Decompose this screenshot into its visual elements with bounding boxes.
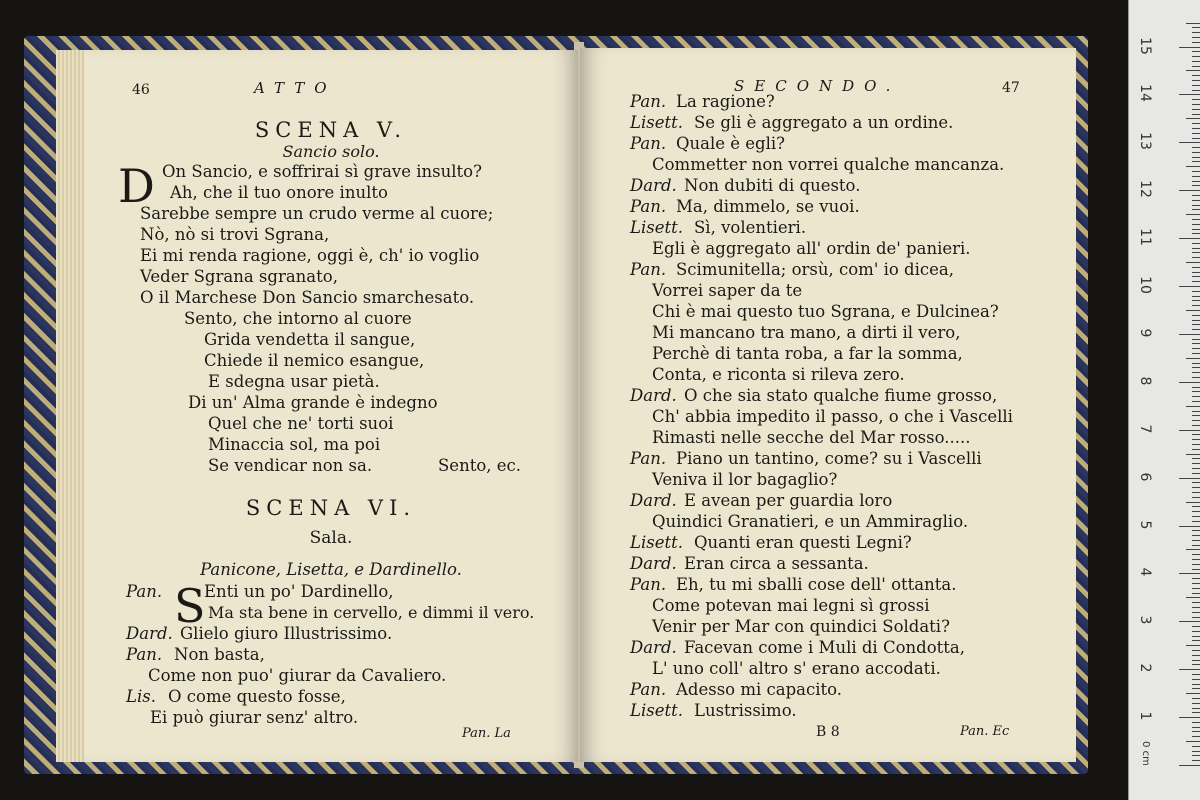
ruler-tick (1192, 636, 1200, 637)
dialogue-line: E avean per guardia loro (684, 491, 893, 510)
catchword: Pan. Ec (960, 724, 1010, 739)
ruler-number: 6 (1137, 472, 1153, 482)
ruler-tick (1192, 506, 1200, 507)
ruler-tick (1192, 291, 1200, 292)
ruler-tick (1179, 382, 1200, 383)
ruler-tick (1192, 712, 1200, 713)
speaker: Dard. (630, 176, 677, 195)
dialogue-line: Sì, volentieri. (694, 218, 807, 237)
ruler-tick (1192, 444, 1200, 445)
ruler-tick (1192, 468, 1200, 469)
scene-setting: Sala. (309, 528, 353, 548)
ruler-tick (1192, 722, 1200, 723)
ruler-tick (1192, 511, 1200, 512)
ruler-tick (1192, 51, 1200, 52)
dialogue-line: Conta, e riconta si rileva zero. (652, 365, 905, 384)
right-page (580, 48, 1076, 762)
page-number: 46 (132, 82, 150, 98)
ruler-tick (1192, 99, 1200, 100)
ruler-tick (1192, 655, 1200, 656)
ruler-tick (1192, 564, 1200, 565)
verse-line: Ei mi renda ragione, oggi è, ch' io voglio (140, 246, 480, 265)
ruler-tick (1192, 276, 1200, 277)
ruler-tick (1179, 621, 1200, 622)
ruler-tick (1192, 569, 1200, 570)
ruler-tick (1192, 396, 1200, 397)
ruler-tick (1192, 56, 1200, 57)
verse-line: Se vendicar non sa. (208, 456, 373, 475)
ruler-tick (1192, 583, 1200, 584)
speaker: Pan. (630, 680, 667, 699)
ruler-tick (1192, 363, 1200, 364)
ruler-tick (1192, 296, 1200, 297)
ruler-tick (1192, 617, 1200, 618)
dialogue-line: Vorrei saper da te (652, 281, 803, 300)
ruler-tick (1186, 166, 1200, 167)
scene-heading: SCENA VI. (245, 496, 417, 520)
speaker: Pan. (630, 575, 667, 594)
speaker: Pan. (126, 582, 163, 601)
speaker: Pan. (630, 260, 667, 279)
ruler-tick (1192, 61, 1200, 62)
dialogue-line: Venir per Mar con quindici Soldati? (652, 617, 950, 636)
ruler-tick (1192, 32, 1200, 33)
ruler-tick (1192, 521, 1200, 522)
scene-heading: SCENA V. (254, 118, 408, 142)
ruler-tick (1192, 559, 1200, 560)
ruler-tick (1192, 37, 1200, 38)
verse-line: Quel che ne' torti suoi (208, 414, 394, 433)
ruler-tick (1192, 224, 1200, 225)
ruler-tick (1179, 765, 1200, 766)
ruler-tick (1192, 320, 1200, 321)
ruler-tick (1192, 731, 1200, 732)
ruler-tick (1192, 219, 1200, 220)
ruler-tick (1186, 406, 1200, 407)
ruler-tick (1192, 123, 1200, 124)
dialogue-line: Ma sta bene in cervello, e dimmi il vero. (208, 603, 535, 622)
ruler-tick (1192, 755, 1200, 756)
ruler-tick (1192, 185, 1200, 186)
ruler-tick (1192, 497, 1200, 498)
dialogue-line: Ei può giurar senz' altro. (150, 708, 359, 727)
ruler-tick (1186, 70, 1200, 71)
drop-cap: S (174, 579, 206, 633)
speaker: Lis. (126, 687, 156, 706)
ruler-tick (1192, 229, 1200, 230)
speaker: Dard. (630, 554, 677, 573)
verse-line: E sdegna usar pietà. (208, 372, 380, 391)
ruler-tick (1192, 640, 1200, 641)
speaker: Pan. (630, 92, 667, 111)
dialogue-line: Facevan come i Muli di Condotta, (684, 638, 965, 657)
ruler-tick (1192, 147, 1200, 148)
ruler-tick (1192, 353, 1200, 354)
ruler-tick (1179, 430, 1200, 431)
dialogue-line: Ma, dimmelo, se vuoi. (676, 197, 860, 216)
speaker: Pan. (630, 134, 667, 153)
ruler-tick (1192, 377, 1200, 378)
ruler-tick (1192, 540, 1200, 541)
speaker: Dard. (630, 638, 677, 657)
ruler-tick (1192, 109, 1200, 110)
ruler-tick (1192, 578, 1200, 579)
speaker: Dard. (630, 386, 677, 405)
verse-line: Ah, che il tuo onore inulto (170, 183, 388, 202)
ruler-tick (1192, 760, 1200, 761)
ruler-unit: 0 cm (1139, 741, 1151, 766)
ruler-tick (1192, 75, 1200, 76)
ruler-tick (1186, 310, 1200, 311)
verse-line: Minaccia sol, ma poi (208, 435, 381, 454)
ruler-tick (1192, 195, 1200, 196)
dialogue-line: Mi mancano tra mano, a dirti il vero, (652, 323, 961, 342)
verse-line: Sento, ec. (438, 456, 521, 475)
ruler-tick (1186, 454, 1200, 455)
ruler-tick (1192, 200, 1200, 201)
ruler-tick (1192, 343, 1200, 344)
dialogue-line: Quale è egli? (676, 134, 786, 153)
speaker: Lisett. (630, 218, 683, 237)
speaker: Lisett. (630, 533, 683, 552)
ruler-tick (1192, 339, 1200, 340)
ruler-number: 15 (1137, 36, 1153, 55)
ruler-tick (1192, 631, 1200, 632)
ruler-tick (1179, 94, 1200, 95)
ruler-number: 3 (1137, 615, 1153, 625)
verse-line: Sento, che intorno al cuore (184, 309, 412, 328)
ruler-tick (1186, 549, 1200, 550)
dialogue-line: Commetter non vorrei qualche mancanza. (652, 155, 1005, 174)
ruler-tick (1186, 645, 1200, 646)
speaker: Dard. (126, 624, 173, 643)
ruler-tick (1192, 272, 1200, 273)
dialogue-line: Enti un po' Dardinello, (204, 582, 394, 601)
scene-subheading: Sancio solo. (282, 142, 380, 161)
ruler-tick (1192, 588, 1200, 589)
verse-line: Nò, nò si trovi Sgrana, (140, 225, 330, 244)
ruler-tick (1192, 85, 1200, 86)
dialogue-line: Se gli è aggregato a un ordine. (694, 113, 954, 132)
ruler-tick (1192, 27, 1200, 28)
ruler-number: 10 (1137, 276, 1153, 294)
ruler-tick (1192, 205, 1200, 206)
dialogue-line: Perchè di tanta roba, a far la somma, (652, 344, 963, 363)
dialogue-line: Scimunitella; orsù, com' io dicea, (676, 260, 954, 279)
ruler-tick (1186, 741, 1200, 742)
verse-line: Grida vendetta il sangue, (204, 330, 416, 349)
dialogue-line: Piano un tantino, come? su i Vascelli (676, 449, 982, 468)
ruler-tick (1192, 727, 1200, 728)
ruler-tick (1192, 626, 1200, 627)
verse-line: Sarebbe sempre un crudo verme al cuore; (140, 204, 494, 223)
dialogue-line: Come potevan mai legni sì grossi (652, 596, 930, 615)
ruler-tick (1192, 387, 1200, 388)
dialogue-line: Rimasti nelle secche del Mar rosso..... (652, 428, 971, 447)
ruler-tick (1186, 502, 1200, 503)
ruler-tick (1192, 243, 1200, 244)
ruler-tick (1192, 152, 1200, 153)
ruler-tick (1192, 482, 1200, 483)
ruler-tick (1192, 42, 1200, 43)
ruler-tick (1192, 128, 1200, 129)
ruler-number: 5 (1137, 520, 1153, 529)
dialogue-line: La ragione? (676, 92, 775, 111)
ruler-tick (1192, 104, 1200, 105)
character-list: Panicone, Lisetta, e Dardinello. (200, 560, 462, 579)
ruler-tick (1192, 80, 1200, 81)
drop-cap: D (118, 159, 155, 213)
speaker: Lisett. (630, 701, 683, 720)
ruler-tick (1192, 449, 1200, 450)
speaker: Lisett. (630, 113, 683, 132)
ruler-tick (1192, 684, 1200, 685)
ruler-number: 12 (1137, 180, 1153, 199)
dialogue-line: O come questo fosse, (168, 687, 346, 706)
ruler-tick (1192, 688, 1200, 689)
dialogue-line: Come non puo' giurar da Cavaliero. (148, 666, 447, 685)
ruler-tick (1192, 650, 1200, 651)
ruler-tick (1192, 133, 1200, 134)
ruler-tick (1192, 305, 1200, 306)
ruler-tick (1192, 751, 1200, 752)
ruler-tick (1192, 463, 1200, 464)
dialogue-line: Veniva il lor bagaglio? (652, 470, 838, 489)
ruler-number: 11 (1137, 228, 1153, 246)
ruler-tick (1192, 329, 1200, 330)
ruler-tick (1192, 181, 1200, 182)
ruler-tick (1192, 281, 1200, 282)
ruler-tick (1192, 607, 1200, 608)
ruler-tick (1192, 660, 1200, 661)
ruler-number: 14 (1137, 84, 1153, 103)
ruler-tick (1179, 238, 1200, 239)
ruler-tick (1192, 411, 1200, 412)
ruler-tick (1192, 372, 1200, 373)
ruler-tick (1192, 554, 1200, 555)
ruler-tick (1186, 23, 1200, 24)
ruler-number: 7 (1137, 424, 1153, 434)
ruler-tick (1192, 420, 1200, 421)
ruler-number: 1 (1137, 711, 1153, 721)
ruler-tick (1186, 214, 1200, 215)
ruler-tick (1192, 439, 1200, 440)
speaker: Pan. (126, 645, 163, 664)
ruler-tick (1179, 526, 1200, 527)
ruler-tick (1186, 262, 1200, 263)
ruler-tick (1192, 348, 1200, 349)
dialogue-line: Glielo giuro Illustrissimo. (180, 624, 393, 643)
dialogue-line: Adesso mi capacito. (676, 680, 843, 699)
ruler-tick (1192, 90, 1200, 91)
ruler-tick (1192, 679, 1200, 680)
ruler-tick (1192, 746, 1200, 747)
ruler-tick (1192, 114, 1200, 115)
catchword: Pan. La (462, 726, 511, 741)
ruler-tick (1179, 142, 1200, 143)
ruler-tick (1192, 612, 1200, 613)
ruler-tick (1192, 698, 1200, 699)
ruler-tick (1192, 593, 1200, 594)
ruler-tick (1192, 473, 1200, 474)
ruler-tick (1192, 664, 1200, 665)
ruler-tick (1179, 573, 1200, 574)
ruler-number: 13 (1137, 132, 1153, 151)
ruler-tick (1192, 248, 1200, 249)
ruler-tick (1179, 286, 1200, 287)
verse-line: Di un' Alma grande è indegno (188, 393, 438, 412)
speaker: Pan. (630, 197, 667, 216)
running-head: ATTO (254, 79, 337, 97)
ruler-tick (1192, 535, 1200, 536)
ruler-tick (1179, 717, 1200, 718)
verse-line: O il Marchese Don Sancio smarchesato. (140, 288, 475, 307)
ruler-tick (1192, 176, 1200, 177)
ruler-number: 2 (1137, 663, 1153, 673)
ruler-tick (1192, 545, 1200, 546)
ruler-tick (1192, 487, 1200, 488)
page-block-edge (56, 50, 86, 762)
verse-line: Chiede il nemico esangue, (204, 351, 425, 370)
dialogue-line: Ch' abbia impedito il passo, o che i Vascelli (652, 407, 1013, 426)
ruler-tick (1192, 252, 1200, 253)
ruler-tick (1192, 434, 1200, 435)
ruler-tick (1192, 267, 1200, 268)
running-head: SECONDO. (734, 77, 901, 95)
ruler-tick (1192, 138, 1200, 139)
ruler-tick (1186, 118, 1200, 119)
ruler-tick (1186, 358, 1200, 359)
ruler-number: 4 (1137, 567, 1153, 577)
ruler-tick (1192, 425, 1200, 426)
ruler-tick (1192, 391, 1200, 392)
dialogue-line: Quanti eran questi Legni? (694, 533, 912, 552)
ruler-tick (1179, 478, 1200, 479)
ruler-tick (1192, 209, 1200, 210)
dialogue-line: O che sia stato qualche fiume grosso, (684, 386, 998, 405)
ruler-number: 9 (1137, 328, 1153, 338)
measurement-ruler (1128, 0, 1200, 800)
ruler-tick (1192, 367, 1200, 368)
dialogue-line: Chi è mai questo tuo Sgrana, e Dulcinea? (652, 302, 999, 321)
ruler-tick (1192, 736, 1200, 737)
ruler-tick (1179, 669, 1200, 670)
verse-line: On Sancio, e soffrirai sì grave insulto? (162, 162, 482, 181)
speaker: Dard. (630, 491, 677, 510)
verse-line: Veder Sgrana sgranato, (140, 267, 338, 286)
ruler-tick (1192, 257, 1200, 258)
ruler-tick (1192, 458, 1200, 459)
ruler-tick (1192, 300, 1200, 301)
ruler-tick (1192, 516, 1200, 517)
dialogue-line: Quindici Granatieri, e un Ammiraglio. (652, 512, 969, 531)
ruler-tick (1192, 157, 1200, 158)
ruler-tick (1192, 703, 1200, 704)
ruler-tick (1192, 233, 1200, 234)
ruler-tick (1179, 47, 1200, 48)
ruler-tick (1192, 492, 1200, 493)
ruler-tick (1192, 171, 1200, 172)
page-number: 47 (1002, 80, 1020, 96)
signature-mark: B 8 (816, 724, 840, 740)
dialogue-line: Egli è aggregato all' ordin de' panieri. (652, 239, 971, 258)
ruler-tick (1179, 190, 1200, 191)
ruler-tick (1179, 334, 1200, 335)
ruler-tick (1192, 315, 1200, 316)
ruler-tick (1186, 693, 1200, 694)
dialogue-line: Eh, tu mi sballi cose dell' ottanta. (676, 575, 957, 594)
ruler-tick (1192, 401, 1200, 402)
ruler-tick (1192, 708, 1200, 709)
ruler-tick (1192, 161, 1200, 162)
ruler-tick (1192, 66, 1200, 67)
ruler-tick (1192, 602, 1200, 603)
ruler-tick (1192, 415, 1200, 416)
ruler-tick (1192, 674, 1200, 675)
dialogue-line: Eran circa a sessanta. (684, 554, 869, 573)
ruler-number: 8 (1137, 376, 1153, 386)
dialogue-line: L' uno coll' altro s' erano accodati. (652, 659, 941, 678)
ruler-tick (1186, 597, 1200, 598)
left-page (84, 50, 578, 762)
dialogue-line: Non basta, (174, 645, 265, 664)
dialogue-line: Lustrissimo. (694, 701, 797, 720)
dialogue-line: Non dubiti di questo. (684, 176, 861, 195)
ruler-tick (1192, 324, 1200, 325)
ruler-tick (1192, 530, 1200, 531)
speaker: Pan. (630, 449, 667, 468)
